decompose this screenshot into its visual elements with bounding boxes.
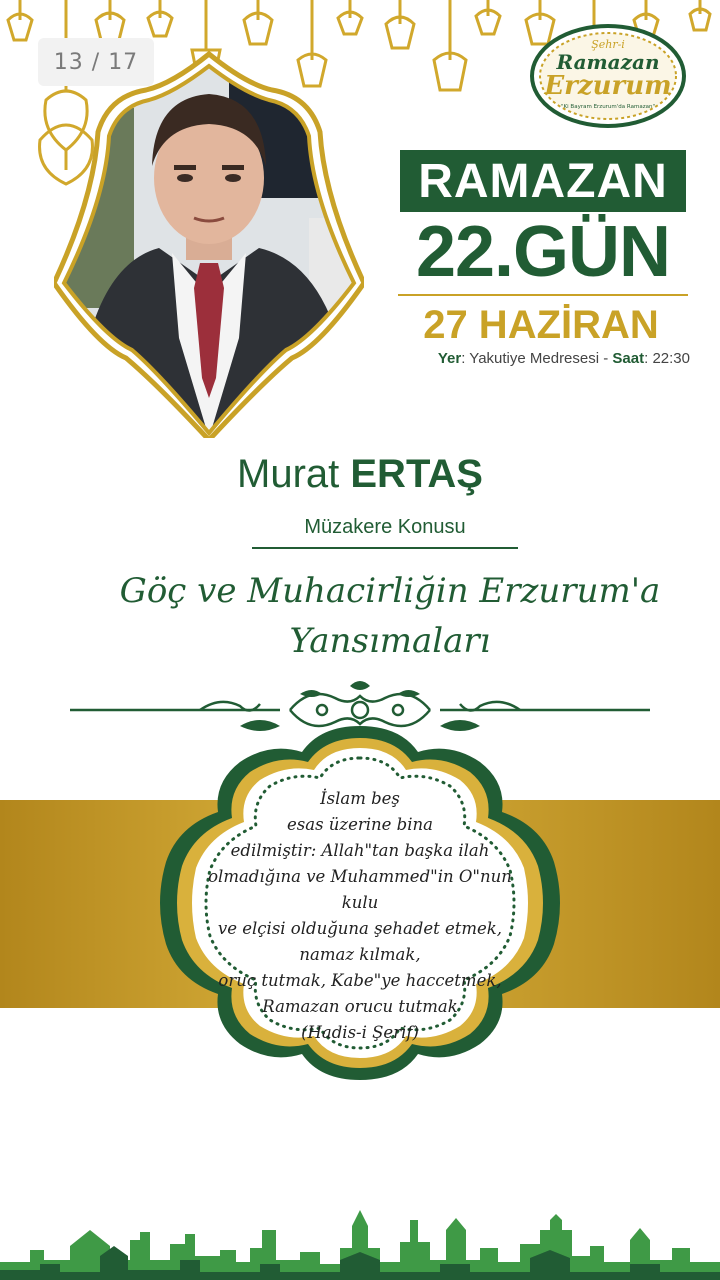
erzurum-skyline-silhouette — [0, 1190, 720, 1280]
speaker-portrait-frame — [54, 48, 364, 438]
topic-label: Müzakere Konusu — [304, 516, 466, 538]
speaker-first-name: Murat — [237, 452, 340, 496]
event-date: 27 HAZİRAN — [423, 303, 659, 347]
time: 22:30 — [652, 350, 690, 367]
venue-time-line: Yer: Yakutiye Medresesi - Saat: 22:30 — [437, 350, 690, 367]
speaker-photo — [54, 48, 364, 438]
topic-title — [100, 566, 680, 666]
logo-line-4: "Ki Bayram Erzurum'da Ramazan" — [561, 104, 655, 110]
topic-line-1: Göç ve Muhacirliğin Erzurum'a — [119, 571, 661, 611]
logo-line-3: Erzurum — [544, 71, 672, 101]
divider — [398, 294, 688, 296]
logo-line-2: Ramazan — [556, 50, 660, 74]
time-label: Saat — [612, 350, 645, 367]
speaker-last-name: ERTAŞ — [350, 452, 483, 496]
event-title: RAMAZAN — [400, 150, 686, 212]
sehr-i-ramazan-erzurum-logo — [528, 22, 688, 130]
venue-label: Yer — [437, 350, 462, 367]
logo-line-1: Şehr-i — [591, 38, 625, 51]
topic-line-2: Yansımaları — [289, 621, 491, 661]
page-counter: 13 / 17 — [38, 38, 154, 86]
speaker-name — [0, 444, 720, 504]
topic-divider — [252, 547, 518, 549]
hadith-quote: İslam beş esas üzerine bina edilmiştir: Allah"tan başka ilah olmadığına ve Muhammed"in O"nun kulu ve elçisi olduğuna şehadet etmek, namaz kılmak, oruç tutmak, Kabe"ye haccetmek, Ramazan orucu tutmak (Hadis-i Şerif) — [208, 789, 512, 1042]
venue: Yakutiye Medresesi — [469, 350, 600, 367]
event-day: 22.GÜN — [415, 212, 671, 292]
